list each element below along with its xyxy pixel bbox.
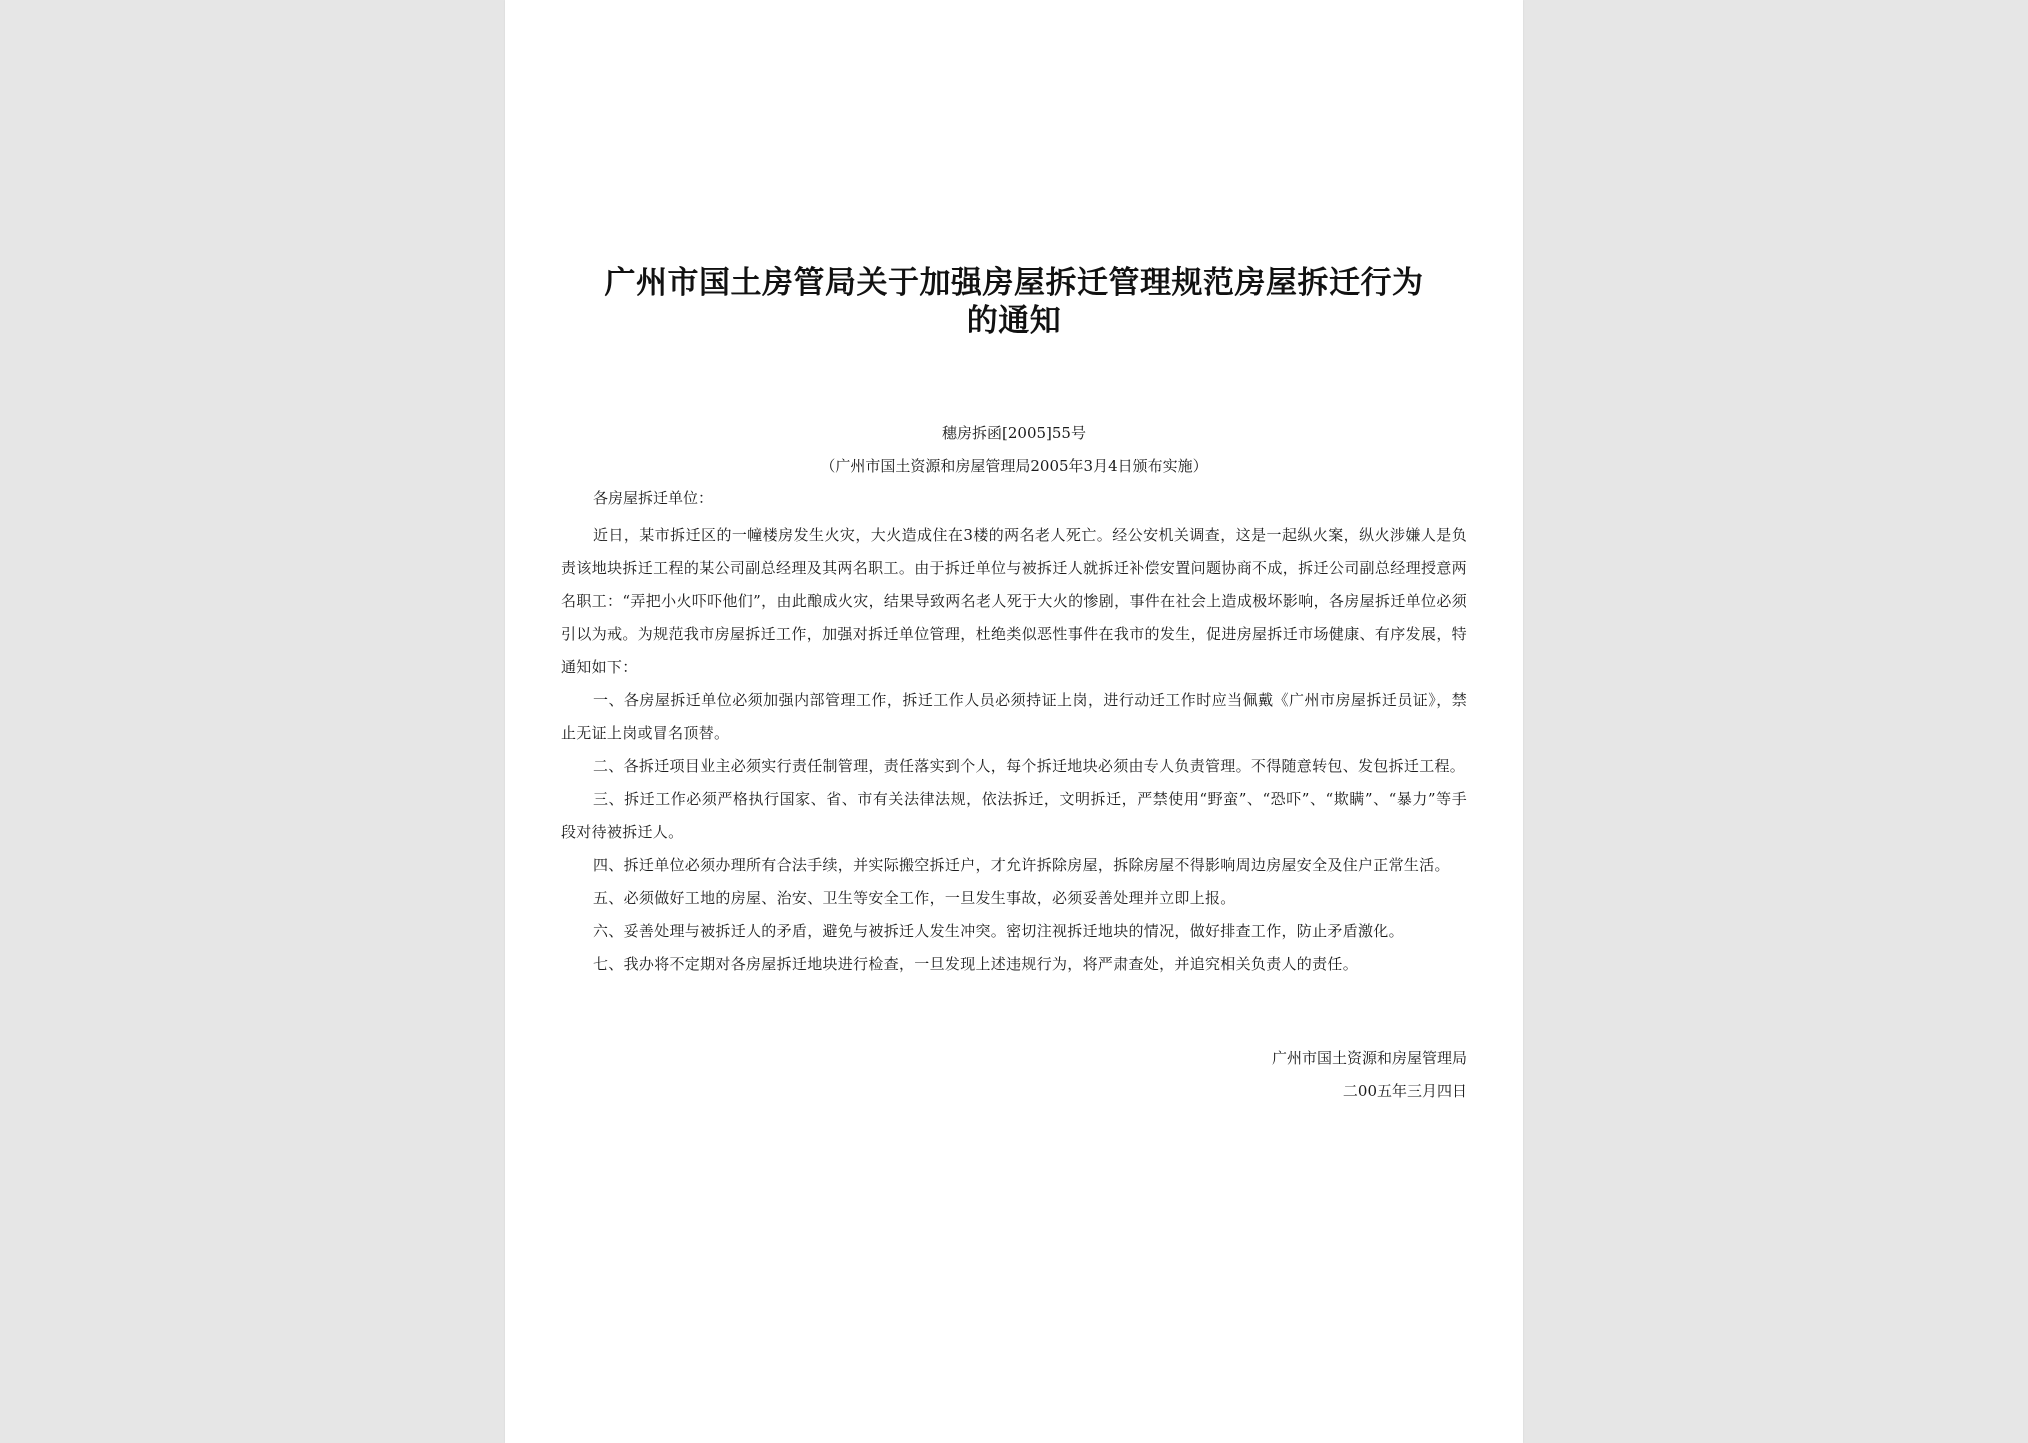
document-body: [561, 519, 1467, 981]
document-page: [505, 0, 1523, 1443]
paragraph-intro: 近日，某市拆迁区的一幢楼房发生火灾，大火造成住在3楼的两名老人死亡。经公安机关调查，这是一起纵火案，纵火涉嫌人是负责该地块拆迁工程的某公司副总经理及其两名职工。由于拆迁单位与被拆迁人就拆迁补偿安置问题协商不成，拆迁公司副总经理授意两名职工：“弄把小火吓吓他们”，由此酿成火灾，结果导致两名老人死于大火的惨剧，事件在社会上造成极坏影响，各房屋拆迁单位必须引以为戒。为规范我市房屋拆迁工作，加强对拆迁单位管理，杜绝类似恶性事件在我市的发生，促进房屋拆迁市场健康、有序发展，特通知如下：: [561, 526, 1467, 676]
document-title: 广州市国土房管局关于加强房屋拆迁管理规范房屋拆迁行为的通知: [604, 265, 1424, 339]
paragraph-item-6: 六、妥善处理与被拆迁人的矛盾，避免与被拆迁人发生冲突。密切注视拆迁地块的情况，做好排查工作，防止矛盾激化。: [593, 922, 1404, 940]
paragraph-item-5: 五、必须做好工地的房屋、治安、卫生等安全工作，一旦发生事故，必须妥善处理并立即上报。: [593, 889, 1236, 907]
document-number: 穗房拆函[2005]55号: [942, 424, 1086, 442]
issued-note: （广州市国土资源和房屋管理局2005年3月4日颁布实施）: [820, 457, 1208, 475]
paragraph-item-4: 四、拆迁单位必须办理所有合法手续，并实际搬空拆迁户，才允许拆除房屋，拆除房屋不得影响周边房屋安全及住户正常生活。: [593, 856, 1450, 874]
paragraph-item-1: 一、各房屋拆迁单位必须加强内部管理工作，拆迁工作人员必须持证上岗，进行动迁工作时应当佩戴《广州市房屋拆迁员证》，禁止无证上岗或冒名顶替。: [561, 691, 1467, 742]
signature-organization: 广州市国土资源和房屋管理局: [1271, 1049, 1467, 1067]
paragraph-item-3: 三、拆迁工作必须严格执行国家、省、市有关法律法规，依法拆迁，文明拆迁，严禁使用“野蛮”、“恐吓”、“欺瞒”、“暴力”等手段对待被拆迁人。: [561, 790, 1467, 841]
salutation: 各房屋拆迁单位：: [593, 489, 714, 507]
signature-date: 二00五年三月四日: [1342, 1082, 1467, 1100]
paragraph-item-2: 二、各拆迁项目业主必须实行责任制管理，责任落实到个人，每个拆迁地块必须由专人负责管理。不得随意转包、发包拆迁工程。: [593, 757, 1466, 775]
paragraph-item-7: 七、我办将不定期对各房屋拆迁地块进行检查，一旦发现上述违规行为，将严肃查处，并追究相关负责人的责任。: [593, 955, 1359, 973]
